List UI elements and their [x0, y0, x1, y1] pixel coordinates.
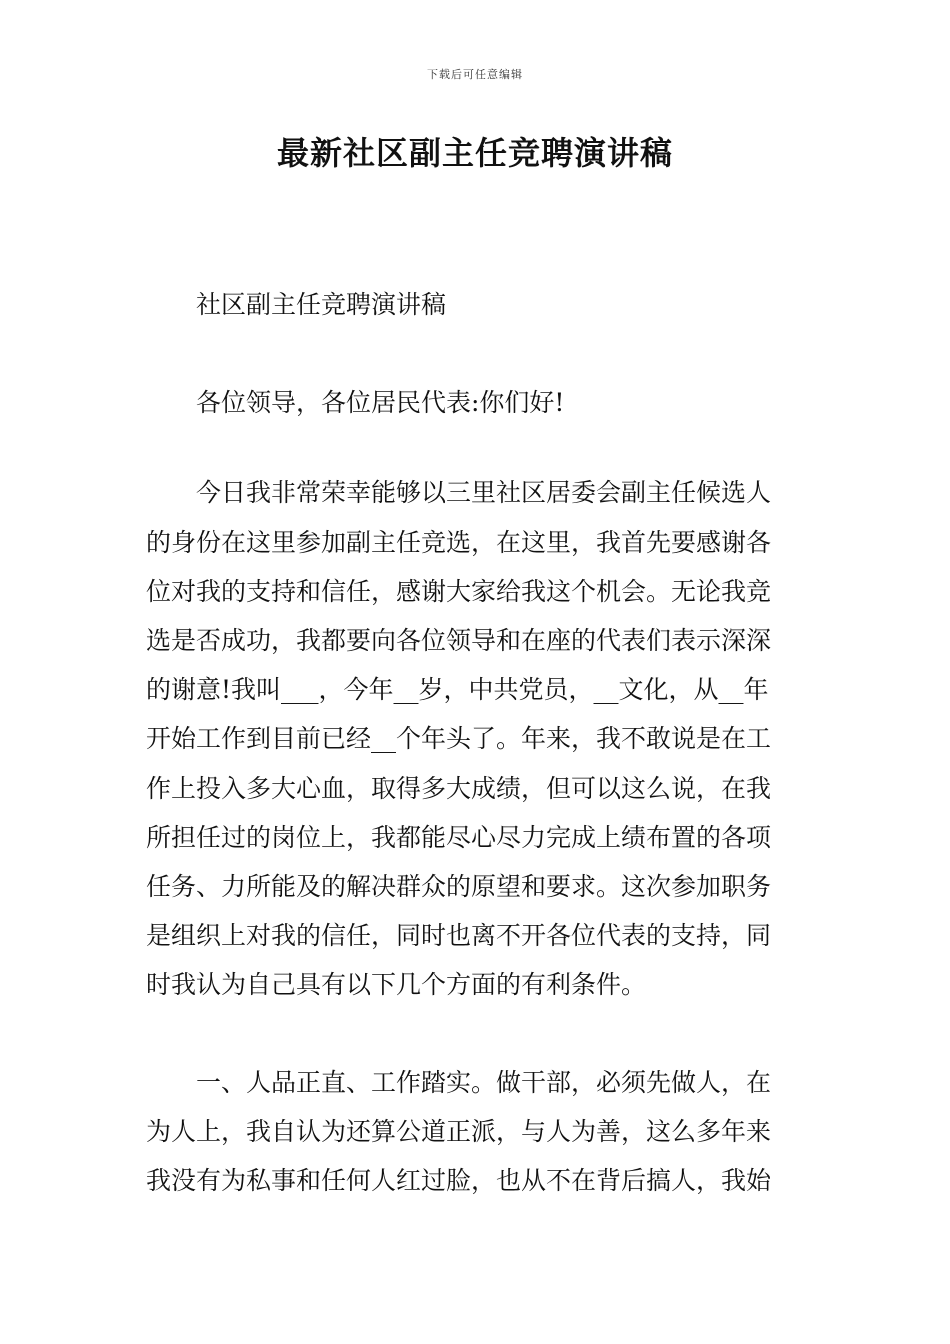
document-body	[146, 280, 806, 1205]
paragraph-line: 是组织上对我的信任，同时也离不开各位代表的支持，同	[146, 921, 772, 951]
paragraph-line: 的身份在这里参加副主任竞选，在这里，我首先要感谢各	[146, 527, 772, 557]
paragraph-line: 时我认为自己具有以下几个方面的有利条件。	[146, 970, 647, 1000]
paragraph-line: 一、人品正直、工作踏实。做干部，必须先做人，在	[196, 1067, 772, 1097]
paragraph-line: 任务、力所能及的解决群众的原望和要求。这次参加职务	[146, 872, 772, 902]
subtitle: 社区副主任竞聘演讲稿	[196, 290, 447, 319]
greeting: 各位领导，各位居民代表:你们好!	[196, 388, 565, 418]
paragraph-line: 我没有为私事和任何人红过脸，也从不在背后搞人，我始	[146, 1166, 772, 1196]
paragraph-line: 今日我非常荣幸能够以三里社区居委会副主任候选人	[196, 478, 772, 508]
header-note: 下载后可任意编辑	[427, 68, 523, 81]
paragraph-line: 选是否成功，我都要向各位领导和在座的代表们表示深深	[146, 626, 772, 656]
document-title: 最新社区副主任竞聘演讲稿	[276, 134, 673, 172]
paragraph-line: 位对我的支持和信任，感谢大家给我这个机会。无论我竞	[146, 576, 772, 606]
paragraph-line: 作上投入多大心血，取得多大成绩，但可以这么说，在我	[146, 773, 772, 803]
paragraph-line: 的谢意!我叫___，今年__岁，中共党员，__文化，从__年	[146, 675, 769, 705]
paragraph-line: 开始工作到目前已经__个年头了。年来，我不敢说是在工	[146, 724, 772, 754]
paragraph-line: 为人上，我自认为还算公道正派，与人为善，这么多年来	[146, 1116, 772, 1146]
paragraph-2	[146, 1058, 806, 1206]
paragraph-line: 所担任过的岗位上，我都能尽心尽力完成上绩布置的各项	[146, 822, 772, 852]
paragraph-1	[146, 468, 806, 1009]
